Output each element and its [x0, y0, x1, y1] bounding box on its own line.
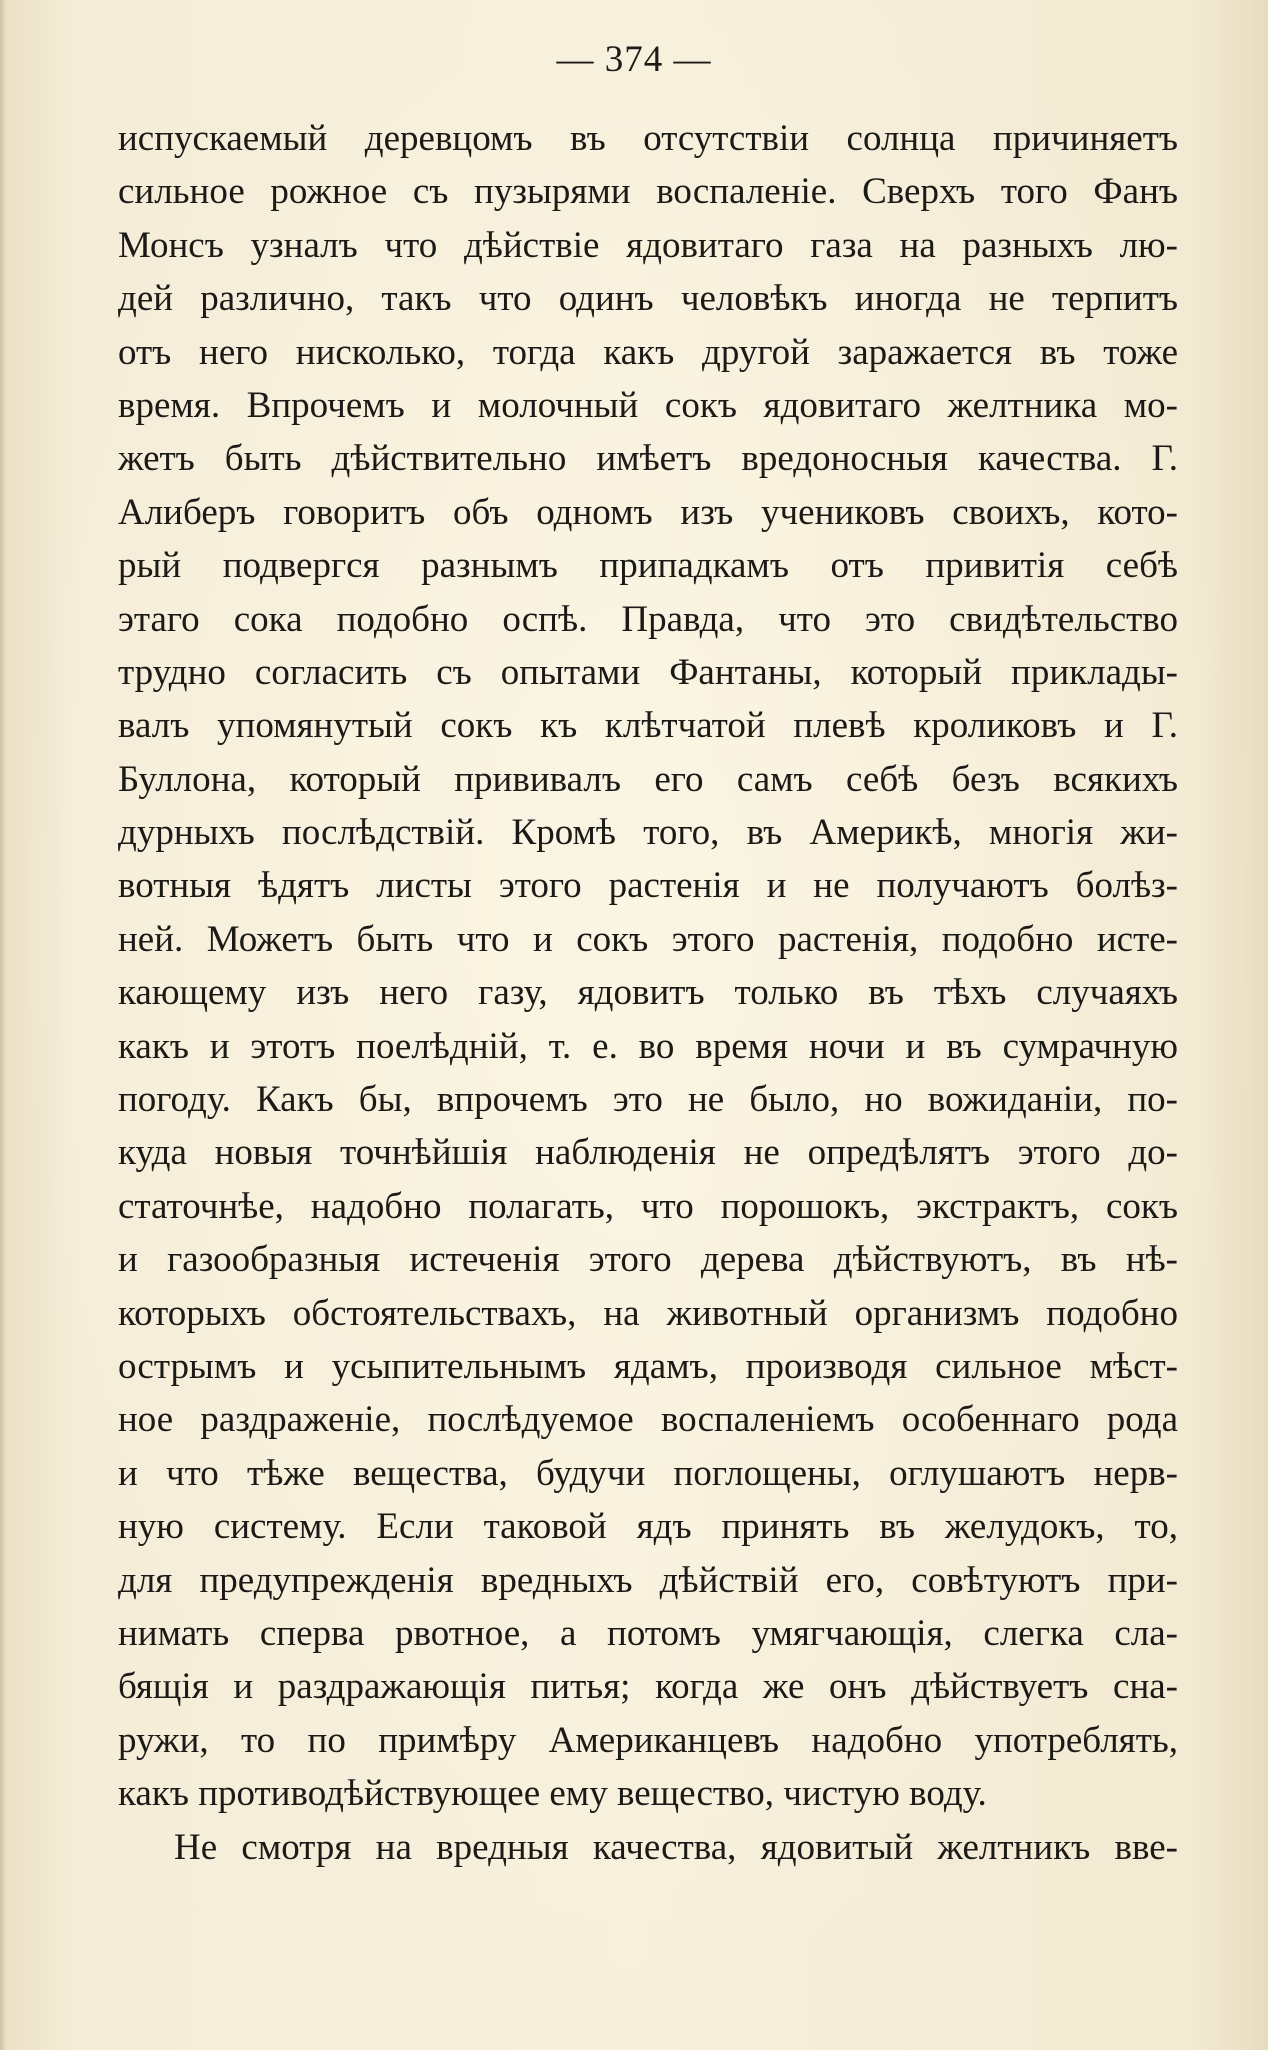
text-line: время. Впрочемъ и молочный сокъ ядовитаго желтника мо-: [118, 384, 1178, 426]
text-line: испускаемый деревцомъ въ отсутствіи солнца причиняетъ: [118, 118, 1178, 159]
text-line: Алиберъ говоритъ объ одномъ изъ учениковъ своихъ, кото-: [118, 491, 1178, 533]
text-line: и газообразныя истеченія этого дерева дѣйствуютъ, въ нѣ-: [118, 1239, 1178, 1281]
text-line: отъ него нисколько, тогда какъ другой заражается въ тоже: [118, 331, 1178, 373]
body-text: [118, 112, 1178, 1874]
text-line: дей различно, такъ что одинъ человѣкъ иногда не терпитъ: [118, 278, 1178, 320]
text-line: куда новыя точнѣйшія наблюденія не опредѣлятъ этого до-: [118, 1132, 1178, 1174]
text-line: кающему изъ него газу, ядовитъ только въ тѣхъ случаяхъ: [118, 972, 1178, 1014]
text-line: статочнѣе, надобно полагать, что порошокъ, экстрактъ, сокъ: [118, 1185, 1178, 1227]
text-line: для предупрежденія вредныхъ дѣйствій его, совѣтуютъ при-: [118, 1559, 1178, 1601]
page-gutter-shadow: [0, 0, 6, 2050]
text-line: острымъ и усыпительнымъ ядамъ, производя сильное мѣст-: [118, 1345, 1178, 1387]
text-line: ную систему. Если таковой ядъ принять въ желудокъ, то,: [118, 1506, 1178, 1548]
text-line: вотныя ѣдятъ листы этого растенія и не получаютъ болѣз-: [118, 865, 1178, 907]
text-line: трудно согласить съ опытами Фантаны, который приклады-: [118, 651, 1178, 693]
text-line: ное раздраженіе, послѣдуемое воспаленіемъ особеннаго рода: [118, 1399, 1178, 1441]
text-line: бящія и раздражающія питья; когда же онъ дѣйствуетъ сна-: [118, 1666, 1178, 1708]
text-line: ружи, то по примѣру Американцевъ надобно употреблять,: [118, 1719, 1178, 1761]
text-line: которыхъ обстоятельствахъ, на животный организмъ подобно: [118, 1292, 1178, 1334]
text-line: валъ упомянутый сокъ къ клѣтчатой плевѣ кроликовъ и Г.: [118, 705, 1178, 747]
text-line: дурныхъ послѣдствій. Кромѣ того, въ Америкѣ, многія жи-: [118, 812, 1178, 854]
text-line: Буллона, который прививалъ его самъ себѣ безъ всякихъ: [118, 758, 1178, 800]
text-line: Монсъ узналъ что дѣйствіе ядовитаго газа на разныхъ лю-: [118, 224, 1178, 266]
text-line: погоду. Какъ бы, впрочемъ это не было, но вожиданіи, по-: [118, 1079, 1178, 1121]
text-line: ней. Можетъ быть что и сокъ этого растенія, подобно исте-: [118, 918, 1178, 960]
paragraph-start-line: Не смотря на вредныя качества, ядовитый желтникъ вве-: [174, 1826, 1178, 1868]
text-line: сильное рожное съ пузырями воспаленіе. Сверхъ того Фанъ: [118, 171, 1178, 213]
page-number: — 374 —: [556, 39, 712, 80]
text-line: этаго сока подобно оспѣ. Правда, что это свидѣтельство: [118, 598, 1178, 640]
text-line: жетъ быть дѣйствительно имѣетъ вредоносныя качества. Г.: [118, 438, 1178, 480]
text-line: рый подвергся разнымъ припадкамъ отъ привитія себѣ: [118, 545, 1178, 587]
paragraph-end-line: какъ противодѣйствующее ему вещество, чистую воду.: [118, 1773, 987, 1815]
text-line: и что тѣже вещества, будучи поглощены, оглушаютъ нерв-: [118, 1452, 1178, 1494]
text-line: какъ и этотъ поелѣдній, т. е. во время ночи и въ сумрачную: [118, 1025, 1178, 1067]
text-line: нимать сперва рвотное, а потомъ умягчающія, слегка сла-: [118, 1612, 1178, 1654]
